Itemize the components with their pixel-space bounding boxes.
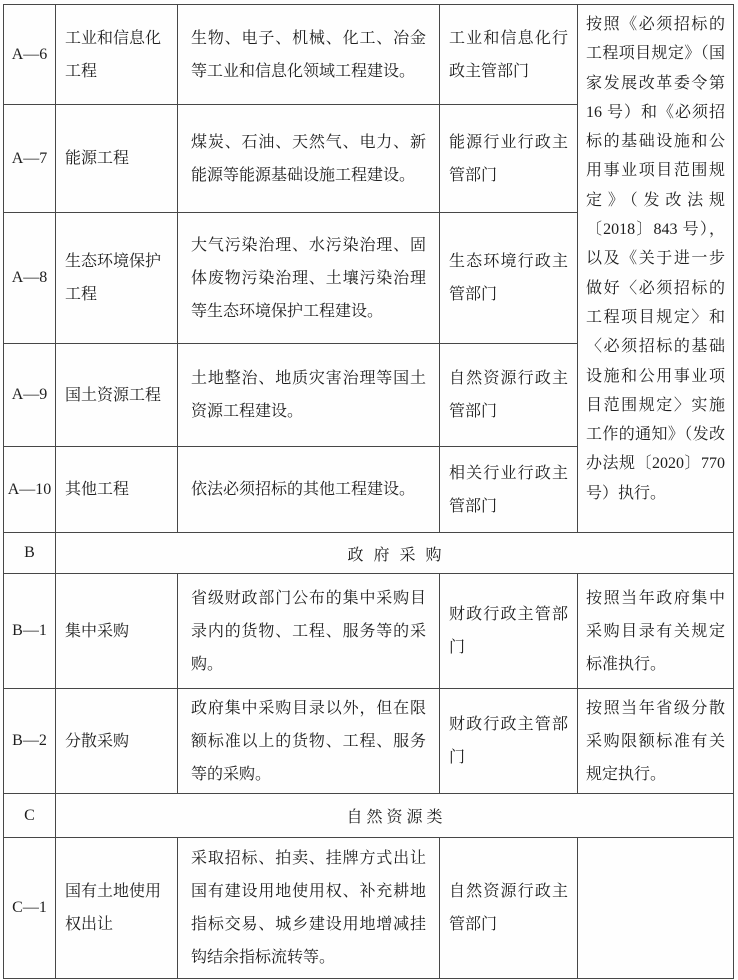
cell-category-name: 工业和信息化工程 [56, 5, 178, 105]
cell-department: 能源行业行政主管部门 [440, 105, 578, 213]
cell-department: 自然资源行政主管部门 [440, 838, 578, 979]
cell-category-name: 国有土地使用权出让 [56, 838, 178, 979]
table-row-b1 [4, 574, 734, 689]
cell-category-name: 能源工程 [56, 105, 178, 213]
cell-description: 生物、电子、机械、化工、冶金等工业和信息化领域工程建设。 [178, 5, 440, 105]
cell-code: A—8 [4, 213, 56, 344]
cell-notes-merged-a: 按照《必须招标的工程项目规定》（国家发展改革委令第 16 号）和《必须招标的基础设施和公用事业项目范围规定》（发改法规〔2018〕843 号），以及《关于进一步做好〈必须招标的工程项目规定〉和〈必须招标的基础设施和公用事业项目范围规定〉实施工作的通知》（发改办法规〔2020〕770 号）执行。 [578, 5, 734, 533]
table-row-c1 [4, 838, 734, 979]
cell-category-name: 集中采购 [56, 574, 178, 689]
cell-department: 工业和信息化行政主管部门 [440, 5, 578, 105]
cell-code: B—1 [4, 574, 56, 689]
cell-department: 生态环境行政主管部门 [440, 213, 578, 344]
cell-description: 土地整治、地质灾害治理等国土资源工程建设。 [178, 344, 440, 447]
cell-code: C [4, 794, 56, 838]
cell-description: 煤炭、石油、天然气、电力、新能源等能源基础设施工程建设。 [178, 105, 440, 213]
cell-description: 省级财政部门公布的集中采购目录内的货物、工程、服务等的采购。 [178, 574, 440, 689]
cell-notes-empty [578, 838, 734, 979]
cell-notes: 按照当年政府集中采购目录有关规定标准执行。 [578, 574, 734, 689]
classification-table [3, 4, 734, 979]
cell-code: B [4, 533, 56, 574]
cell-department: 相关行业行政主管部门 [440, 447, 578, 533]
cell-category-name: 分散采购 [56, 689, 178, 794]
cell-department: 财政行政主管部门 [440, 574, 578, 689]
cell-section-title: 政府采购 [56, 533, 734, 574]
cell-category-name: 生态环境保护工程 [56, 213, 178, 344]
cell-notes: 按照当年省级分散采购限额标准有关规定执行。 [578, 689, 734, 794]
cell-code: B—2 [4, 689, 56, 794]
cell-code: C—1 [4, 838, 56, 979]
cell-description: 政府集中采购目录以外，但在限额标准以上的货物、工程、服务等的采购。 [178, 689, 440, 794]
cell-code: A—6 [4, 5, 56, 105]
table-row-section-c [4, 794, 734, 838]
table-row-section-b [4, 533, 734, 574]
cell-department: 财政行政主管部门 [440, 689, 578, 794]
cell-description: 大气污染治理、水污染治理、固体废物污染治理、土壤污染治理等生态环境保护工程建设。 [178, 213, 440, 344]
cell-section-title: 自然资源类 [56, 794, 734, 838]
table-row-a6 [4, 5, 734, 105]
cell-description: 采取招标、拍卖、挂牌方式出让国有建设用地使用权、补充耕地指标交易、城乡建设用地增减挂钩结余指标流转等。 [178, 838, 440, 979]
cell-code: A—10 [4, 447, 56, 533]
table-row-b2 [4, 689, 734, 794]
cell-department: 自然资源行政主管部门 [440, 344, 578, 447]
cell-category-name: 其他工程 [56, 447, 178, 533]
cell-description: 依法必须招标的其他工程建设。 [178, 447, 440, 533]
cell-code: A—7 [4, 105, 56, 213]
cell-category-name: 国土资源工程 [56, 344, 178, 447]
cell-code: A—9 [4, 344, 56, 447]
